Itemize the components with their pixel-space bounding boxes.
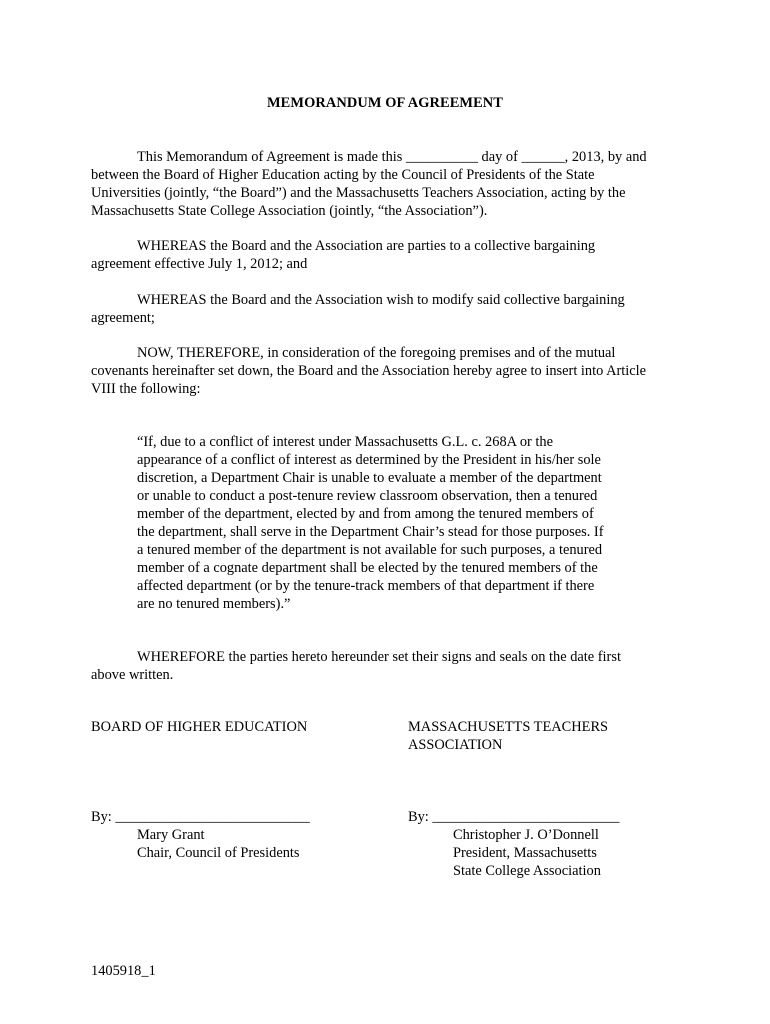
document-id: 1405918_1 [91, 963, 156, 979]
party-name: MASSACHUSETTS TEACHERS [408, 719, 609, 735]
text-line: above written. [91, 667, 174, 683]
party-name: ASSOCIATION [408, 737, 503, 753]
signatory-title: President, Massachusetts [453, 845, 597, 861]
whereas-paragraph-1 [91, 237, 691, 273]
text-line: agreement effective July 1, 2012; and [91, 256, 308, 272]
text-line: member of the department, elected by and from among the tenured members of [137, 506, 594, 522]
signatory-name: Christopher J. O’Donnell [453, 827, 599, 843]
text-line: Universities (jointly, “the Board”) and the Massachusetts Teachers Association, acting by the [91, 185, 626, 201]
right-signature-line [408, 808, 619, 826]
right-signatory [453, 826, 601, 880]
text-line: VIII the following: [91, 381, 201, 397]
signatory-title: State College Association [453, 863, 601, 879]
text-line: or unable to conduct a post-tenure review classroom observation, then a tenured [137, 488, 598, 504]
text-line: a tenured member of the department is not available for such purposes, a tenured [137, 542, 603, 558]
text-line: discretion, a Department Chair is unable to evaluate a member of the department [137, 470, 602, 486]
left-party-org [91, 718, 307, 736]
text-line: affected department (or by the tenure-track members of that department if there [137, 578, 595, 594]
text-line: WHEREFORE the parties hereto hereunder set their signs and seals on the date first [137, 649, 621, 665]
text-line: WHEREAS the Board and the Association are parties to a collective bargaining [137, 238, 596, 254]
quoted-provision [137, 433, 647, 613]
text-line: the department, shall serve in the Department Chair’s stead for those purposes. If [137, 524, 604, 540]
text-line: NOW, THEREFORE, in consideration of the foregoing premises and of the mutual [137, 345, 616, 361]
right-party-org [408, 718, 608, 754]
signatory-title: Chair, Council of Presidents [137, 845, 300, 861]
text-line: WHEREAS the Board and the Association wish to modify said collective bargaining [137, 292, 625, 308]
document-title: MEMORANDUM OF AGREEMENT [267, 95, 503, 111]
text-line: appearance of a conflict of interest as determined by the President in his/her sole [137, 452, 601, 468]
text-line: “If, due to a conflict of interest under Massachusetts G.L. c. 268A or the [137, 434, 554, 450]
text-line: covenants hereinafter set down, the Board and the Association hereby agree to insert into Article [91, 363, 647, 379]
text-line: This Memorandum of Agreement is made this __________ day of ______, 2013, by and [137, 149, 647, 165]
signature-line: By: ___________________________ [91, 809, 310, 825]
text-line: between the Board of Higher Education acting by the Council of Presidents of the State [91, 167, 595, 183]
left-signature-line [91, 808, 310, 826]
now-therefore-paragraph [91, 344, 691, 398]
whereas-paragraph-2 [91, 291, 691, 327]
text-line: agreement; [91, 310, 155, 326]
text-line: Massachusetts State College Association (jointly, “the Association”). [91, 203, 488, 219]
signatory-name: Mary Grant [137, 827, 205, 843]
signature-line: By: __________________________ [408, 809, 620, 825]
party-name: BOARD OF HIGHER EDUCATION [91, 719, 308, 735]
text-line: member of a cognate department shall be elected by the tenured members of the [137, 560, 598, 576]
left-signatory [137, 826, 300, 862]
wherefore-paragraph [91, 648, 691, 684]
text-line: are no tenured members).” [137, 596, 291, 612]
intro-paragraph [91, 148, 691, 220]
